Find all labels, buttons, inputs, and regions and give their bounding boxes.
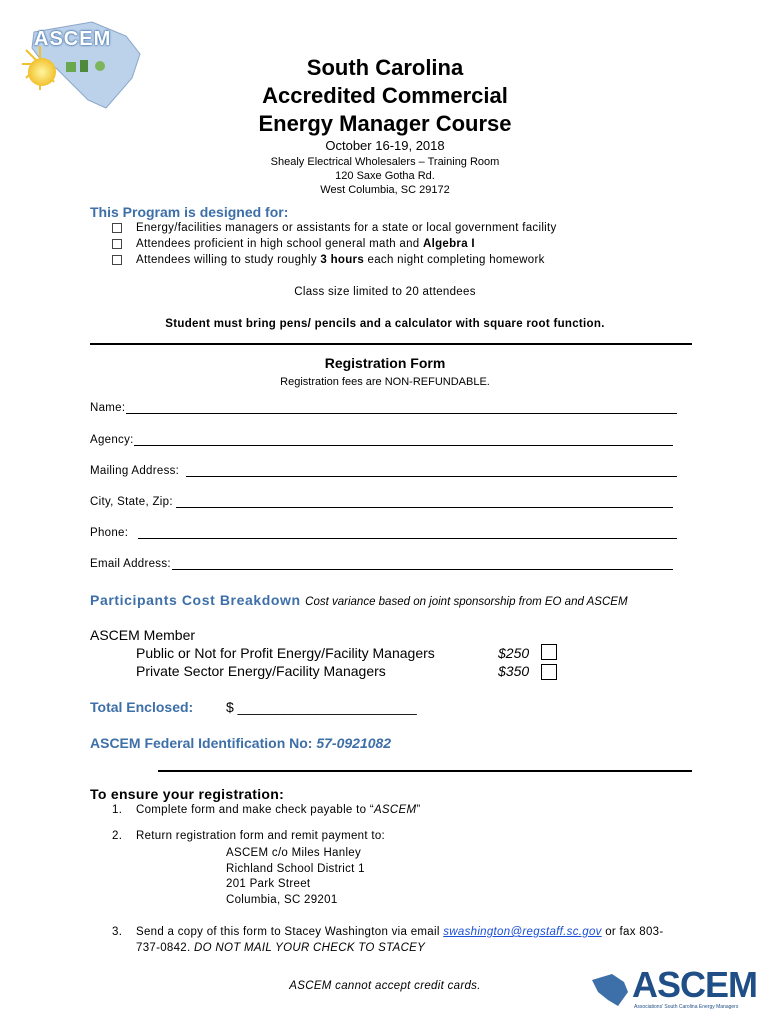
agency-label: Agency: (90, 434, 134, 446)
class-size-note: Class size limited to 20 attendees (294, 286, 476, 298)
course-dates: October 16-19, 2018 (325, 138, 445, 153)
divider (158, 770, 692, 772)
step-1: 1. Complete form and make check payable to “ASCEM” (112, 804, 421, 816)
list-item: Energy/facilities managers or assistants for a state or local government facility (112, 222, 712, 238)
price-private: $350 (498, 663, 530, 679)
page-title-line2: Accredited Commercial (262, 83, 508, 108)
address-line: Columbia, SC 29201 (226, 893, 338, 906)
phone-label: Phone: (90, 527, 129, 539)
email-link[interactable]: swashington@regstaff.sc.gov (443, 926, 602, 938)
federal-id-row (90, 735, 391, 751)
program-heading: This Program is designed for: (90, 204, 289, 220)
public-checkbox[interactable] (541, 644, 557, 660)
cost-note: Cost variance based on joint sponsorship from EO and ASCEM (305, 596, 628, 608)
location-line2: 120 Saxe Gotha Rd. (335, 170, 435, 182)
bullet-box-icon (112, 255, 122, 265)
mailing-address-label: Mailing Address: (90, 465, 180, 477)
divider (90, 343, 692, 345)
bring-note: Student must bring pens/ pencils and a calculator with square root function. (165, 318, 605, 330)
location-line3: West Columbia, SC 29172 (320, 184, 450, 196)
bullet-box-icon (112, 223, 122, 233)
program-list (112, 222, 712, 270)
email-field[interactable] (172, 569, 673, 570)
cost-heading: Participants Cost Breakdown (90, 592, 301, 608)
address-line: 201 Park Street (226, 878, 311, 890)
mailing-address-field[interactable] (186, 476, 677, 477)
credit-card-note: ASCEM cannot accept credit cards. (289, 980, 481, 992)
email-label: Email Address: (90, 558, 171, 570)
logo-top-text: ASCEM (34, 28, 112, 50)
city-state-zip-label: City, State, Zip: (90, 496, 173, 508)
list-item: Attendees willing to study roughly 3 hours each night completing homework (112, 254, 712, 270)
name-field[interactable] (126, 413, 677, 414)
logo-bottom-text: ASCEM (632, 964, 758, 1005)
price-public: $250 (498, 645, 530, 661)
cost-heading-row (90, 592, 628, 610)
page-title-line3: Energy Manager Course (258, 111, 512, 136)
member-label: ASCEM Member (90, 627, 196, 643)
private-checkbox[interactable] (541, 664, 557, 680)
bullet-box-icon (112, 239, 122, 249)
ensure-heading: To ensure your registration: (90, 786, 285, 802)
logo-bottom-subtitle: Associations' South Carolina Energy Managers (634, 1004, 739, 1010)
mailing-address-block (226, 846, 365, 908)
name-label: Name: (90, 402, 126, 414)
federal-id-value: 57-0921082 (316, 735, 392, 751)
fees-note: Registration fees are NON-REFUNDABLE. (280, 376, 490, 388)
total-field[interactable]: $ _______________________ (226, 699, 417, 715)
total-label: Total Enclosed: (90, 699, 194, 715)
page-title-line1: South Carolina (306, 55, 464, 80)
address-line: Richland School District 1 (226, 862, 365, 875)
registration-heading: Registration Form (324, 355, 446, 371)
cost-row-private: Private Sector Energy/Facility Managers (136, 663, 386, 679)
phone-field[interactable] (138, 538, 677, 539)
list-item: Attendees proficient in high school general math and Algebra I (112, 238, 712, 254)
agency-field[interactable] (134, 445, 673, 446)
location-line1: Shealy Electrical Wholesalers – Training Room (270, 156, 500, 168)
federal-id-label: ASCEM Federal Identification No: (90, 735, 317, 751)
sc-state-map-icon (590, 970, 630, 1010)
step-2: 2. Return registration form and remit payment to: (112, 830, 386, 842)
ascem-logo-bottom (590, 964, 758, 1012)
address-line: ASCEM c/o Miles Hanley (226, 847, 362, 859)
step-3: 3. Send a copy of this form to Stacey Washington via email swashington@regstaff.sc.gov or fax 803- 737-0842. DO NOT MAIL YOUR CHECK TO STACEY (112, 926, 664, 954)
city-state-zip-field[interactable] (176, 507, 673, 508)
cost-row-public: Public or Not for Profit Energy/Facility Managers (136, 645, 435, 661)
